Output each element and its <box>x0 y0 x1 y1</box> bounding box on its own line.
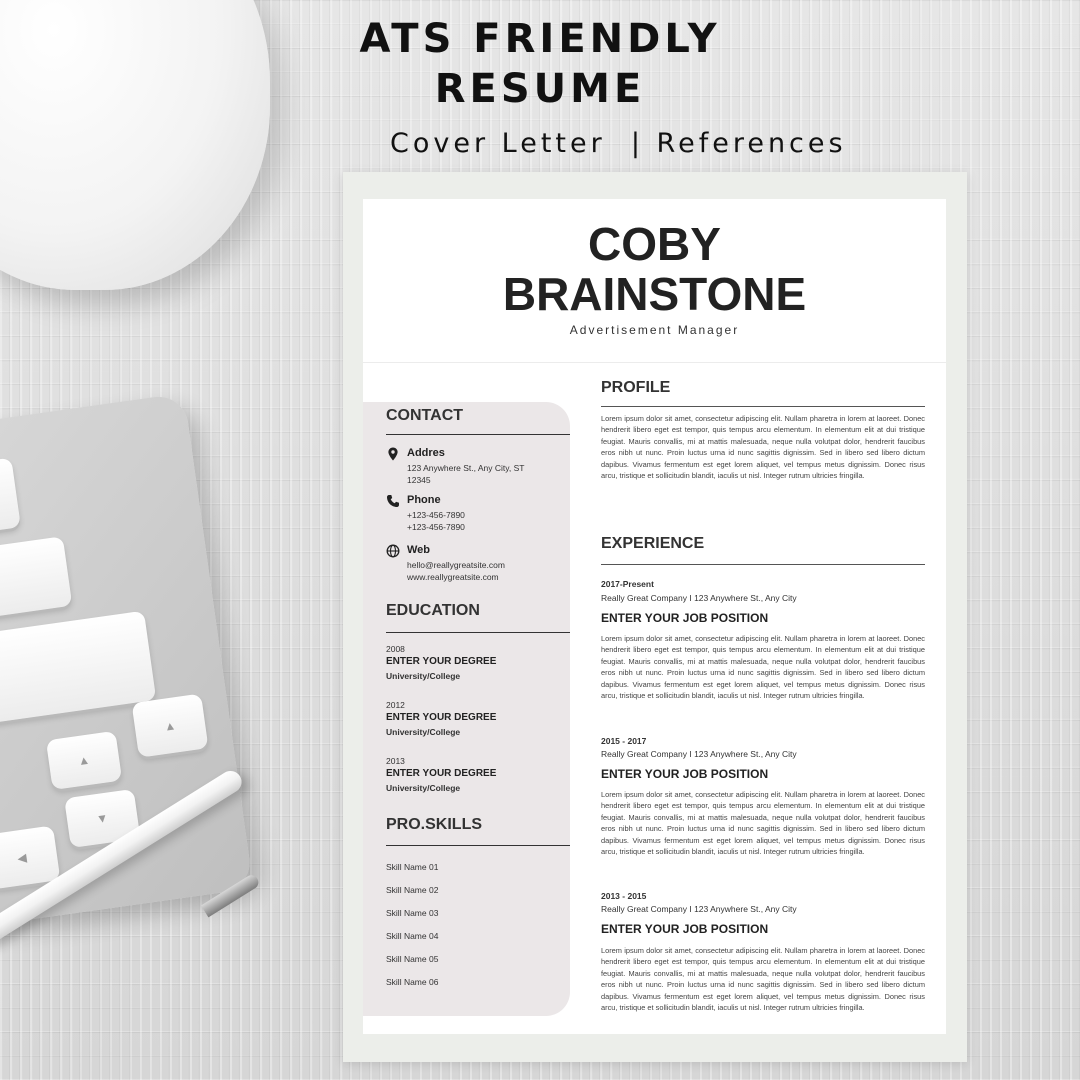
education-heading: EDUCATION <box>386 602 480 619</box>
headline-line-2: RESUME <box>434 66 646 112</box>
profile-text: Lorem ipsum dolor sit amet, consectetur adipiscing elit. Nullam pharetra in lorem at laoreet. Donec hendrerit libero eget est tempor, quis tempus arcu elementum. In elementum elit at dui tristique feugiat. Mauris convallis, mi at mattis malesuada, neque nulla volutpat dolor, hendrerit faucibus eros nibh ut nunc. Proin luctus urna id nunc sagittis dignissim. Sed in libero sed libero dictum dapibus. Vivamus fermentum est eget lorem aliquet, vel tempus metus dignissim. Donec risus arcu, tristique et sollicitudin blandit, iaculis ut nisl. Integer rutrum ultricies fringilla. <box>601 414 925 481</box>
education-degree: ENTER YOUR DEGREE <box>386 712 497 723</box>
keyboard-key <box>0 458 21 538</box>
headline-line-1: ATS FRIENDLY <box>359 16 721 62</box>
skill-item: Skill Name 03 <box>386 908 439 918</box>
website-url: www.reallygreatsite.com <box>407 572 499 582</box>
arrow-left-key: ◀ <box>0 825 60 889</box>
experience-company: Really Great Company I 123 Anywhere St., Any City <box>601 593 797 603</box>
email-address: hello@reallygreatsite.com <box>407 560 505 570</box>
resume-header <box>363 199 946 363</box>
experience-period: 2017-Present <box>601 579 654 589</box>
address-label: Addres <box>407 447 445 459</box>
education-divider <box>386 632 570 633</box>
education-school: University/College <box>386 727 461 737</box>
arrow-up-key: ▲ <box>46 731 122 790</box>
experience-period: 2013 - 2015 <box>601 891 647 901</box>
skill-item: Skill Name 05 <box>386 954 439 964</box>
address-line-1: 123 Anywhere St., Any City, ST <box>407 463 525 473</box>
promo-headline <box>0 14 1080 114</box>
resume-name <box>363 219 946 319</box>
education-degree: ENTER YOUR DEGREE <box>386 768 497 779</box>
experience-position: ENTER YOUR JOB POSITION <box>601 922 769 936</box>
education-year: 2013 <box>386 756 405 766</box>
skills-heading: PRO.SKILLS <box>386 816 483 833</box>
arrow-right-key: ▲ <box>132 694 209 758</box>
globe-icon <box>386 544 400 558</box>
resume-sidebar <box>363 402 570 1016</box>
profile-heading: PROFILE <box>601 379 671 396</box>
phone-number-1: +123-456-7890 <box>407 510 465 520</box>
experience-company: Really Great Company I 123 Anywhere St., Any City <box>601 749 797 759</box>
experience-position: ENTER YOUR JOB POSITION <box>601 611 769 625</box>
phone-label: Phone <box>407 494 441 506</box>
experience-description: Lorem ipsum dolor sit amet, consectetur adipiscing elit. Nullam pharetra in lorem at laoreet. Donec hendrerit libero eget est tempor, quis tempus arcu elementum. In elementum elit at dui tristique feugiat. Mauris convallis, mi at mattis malesuada, neque nulla volutpat dolor, hendrerit faucibus eros nibh ut nunc. Proin luctus urna id nunc sagittis dignissim. Sed in libero sed libero dictum dapibus. Vivamus fermentum est eget lorem aliquet, vel tempus metus dignissim. Donec risus arcu, tristique et sollicitudin blandit, iaculis ut nisl. Integer rutrum ultricies fringilla. <box>601 634 925 701</box>
skill-item: Skill Name 04 <box>386 931 439 941</box>
address-line-2: 12345 <box>407 475 431 485</box>
location-pin-icon <box>386 447 400 461</box>
resume-job-title: Advertisement Manager <box>569 323 740 337</box>
skill-item: Skill Name 06 <box>386 977 439 987</box>
education-year: 2008 <box>386 644 405 654</box>
experience-heading: EXPERIENCE <box>601 535 705 552</box>
name-last: BRAINSTONE <box>502 268 807 320</box>
skills-divider <box>386 845 570 846</box>
experience-description: Lorem ipsum dolor sit amet, consectetur adipiscing elit. Nullam pharetra in lorem at laoreet. Donec hendrerit libero eget est tempor, quis tempus arcu elementum. In elementum elit at dui tristique feugiat. Mauris convallis, mi at mattis malesuada, neque nulla volutpat dolor, hendrerit faucibus eros nibh ut nunc. Proin luctus urna id nunc sagittis dignissim. Sed in libero sed libero dictum dapibus. Vivamus fermentum est eget lorem aliquet, vel tempus metus dignissim. Donec risus arcu, tristique et sollicitudin blandit, iaculis ut nisl. Integer rutrum ultricies fringilla. <box>601 946 925 1013</box>
experience-position: ENTER YOUR JOB POSITION <box>601 767 769 781</box>
name-first: COBY <box>588 218 721 270</box>
arrow-down-key: ▼ <box>64 789 140 848</box>
education-degree: ENTER YOUR DEGREE <box>386 656 497 667</box>
experience-description: Lorem ipsum dolor sit amet, consectetur adipiscing elit. Nullam pharetra in lorem at laoreet. Donec hendrerit libero eget est tempor, quis tempus arcu elementum. In elementum elit at dui tristique feugiat. Mauris convallis, mi at mattis malesuada, neque nulla volutpat dolor, hendrerit faucibus eros nibh ut nunc. Proin luctus urna id nunc sagittis dignissim. Sed in libero sed libero dictum dapibus. Vivamus fermentum est eget lorem aliquet, vel tempus metus dignissim. Donec risus arcu, tristique et sollicitudin blandit, iaculis ut nisl. Integer rutrum ultricies fringilla. <box>601 790 925 857</box>
experience-company: Really Great Company I 123 Anywhere St., Any City <box>601 904 797 914</box>
education-year: 2012 <box>386 700 405 710</box>
skill-item: Skill Name 02 <box>386 885 439 895</box>
experience-divider <box>601 564 925 565</box>
resume-page <box>363 199 946 1034</box>
contact-divider <box>386 434 570 435</box>
profile-divider <box>601 406 925 407</box>
experience-period: 2015 - 2017 <box>601 736 647 746</box>
contact-heading: CONTACT <box>386 407 464 424</box>
keyboard-key <box>0 536 72 622</box>
phone-number-2: +123-456-7890 <box>407 522 465 532</box>
education-school: University/College <box>386 671 461 681</box>
phone-icon <box>386 494 400 508</box>
education-school: University/College <box>386 783 461 793</box>
web-label: Web <box>407 544 431 556</box>
promo-subtitle: Cover Letter | References <box>390 128 847 159</box>
skill-item: Skill Name 01 <box>386 862 439 872</box>
